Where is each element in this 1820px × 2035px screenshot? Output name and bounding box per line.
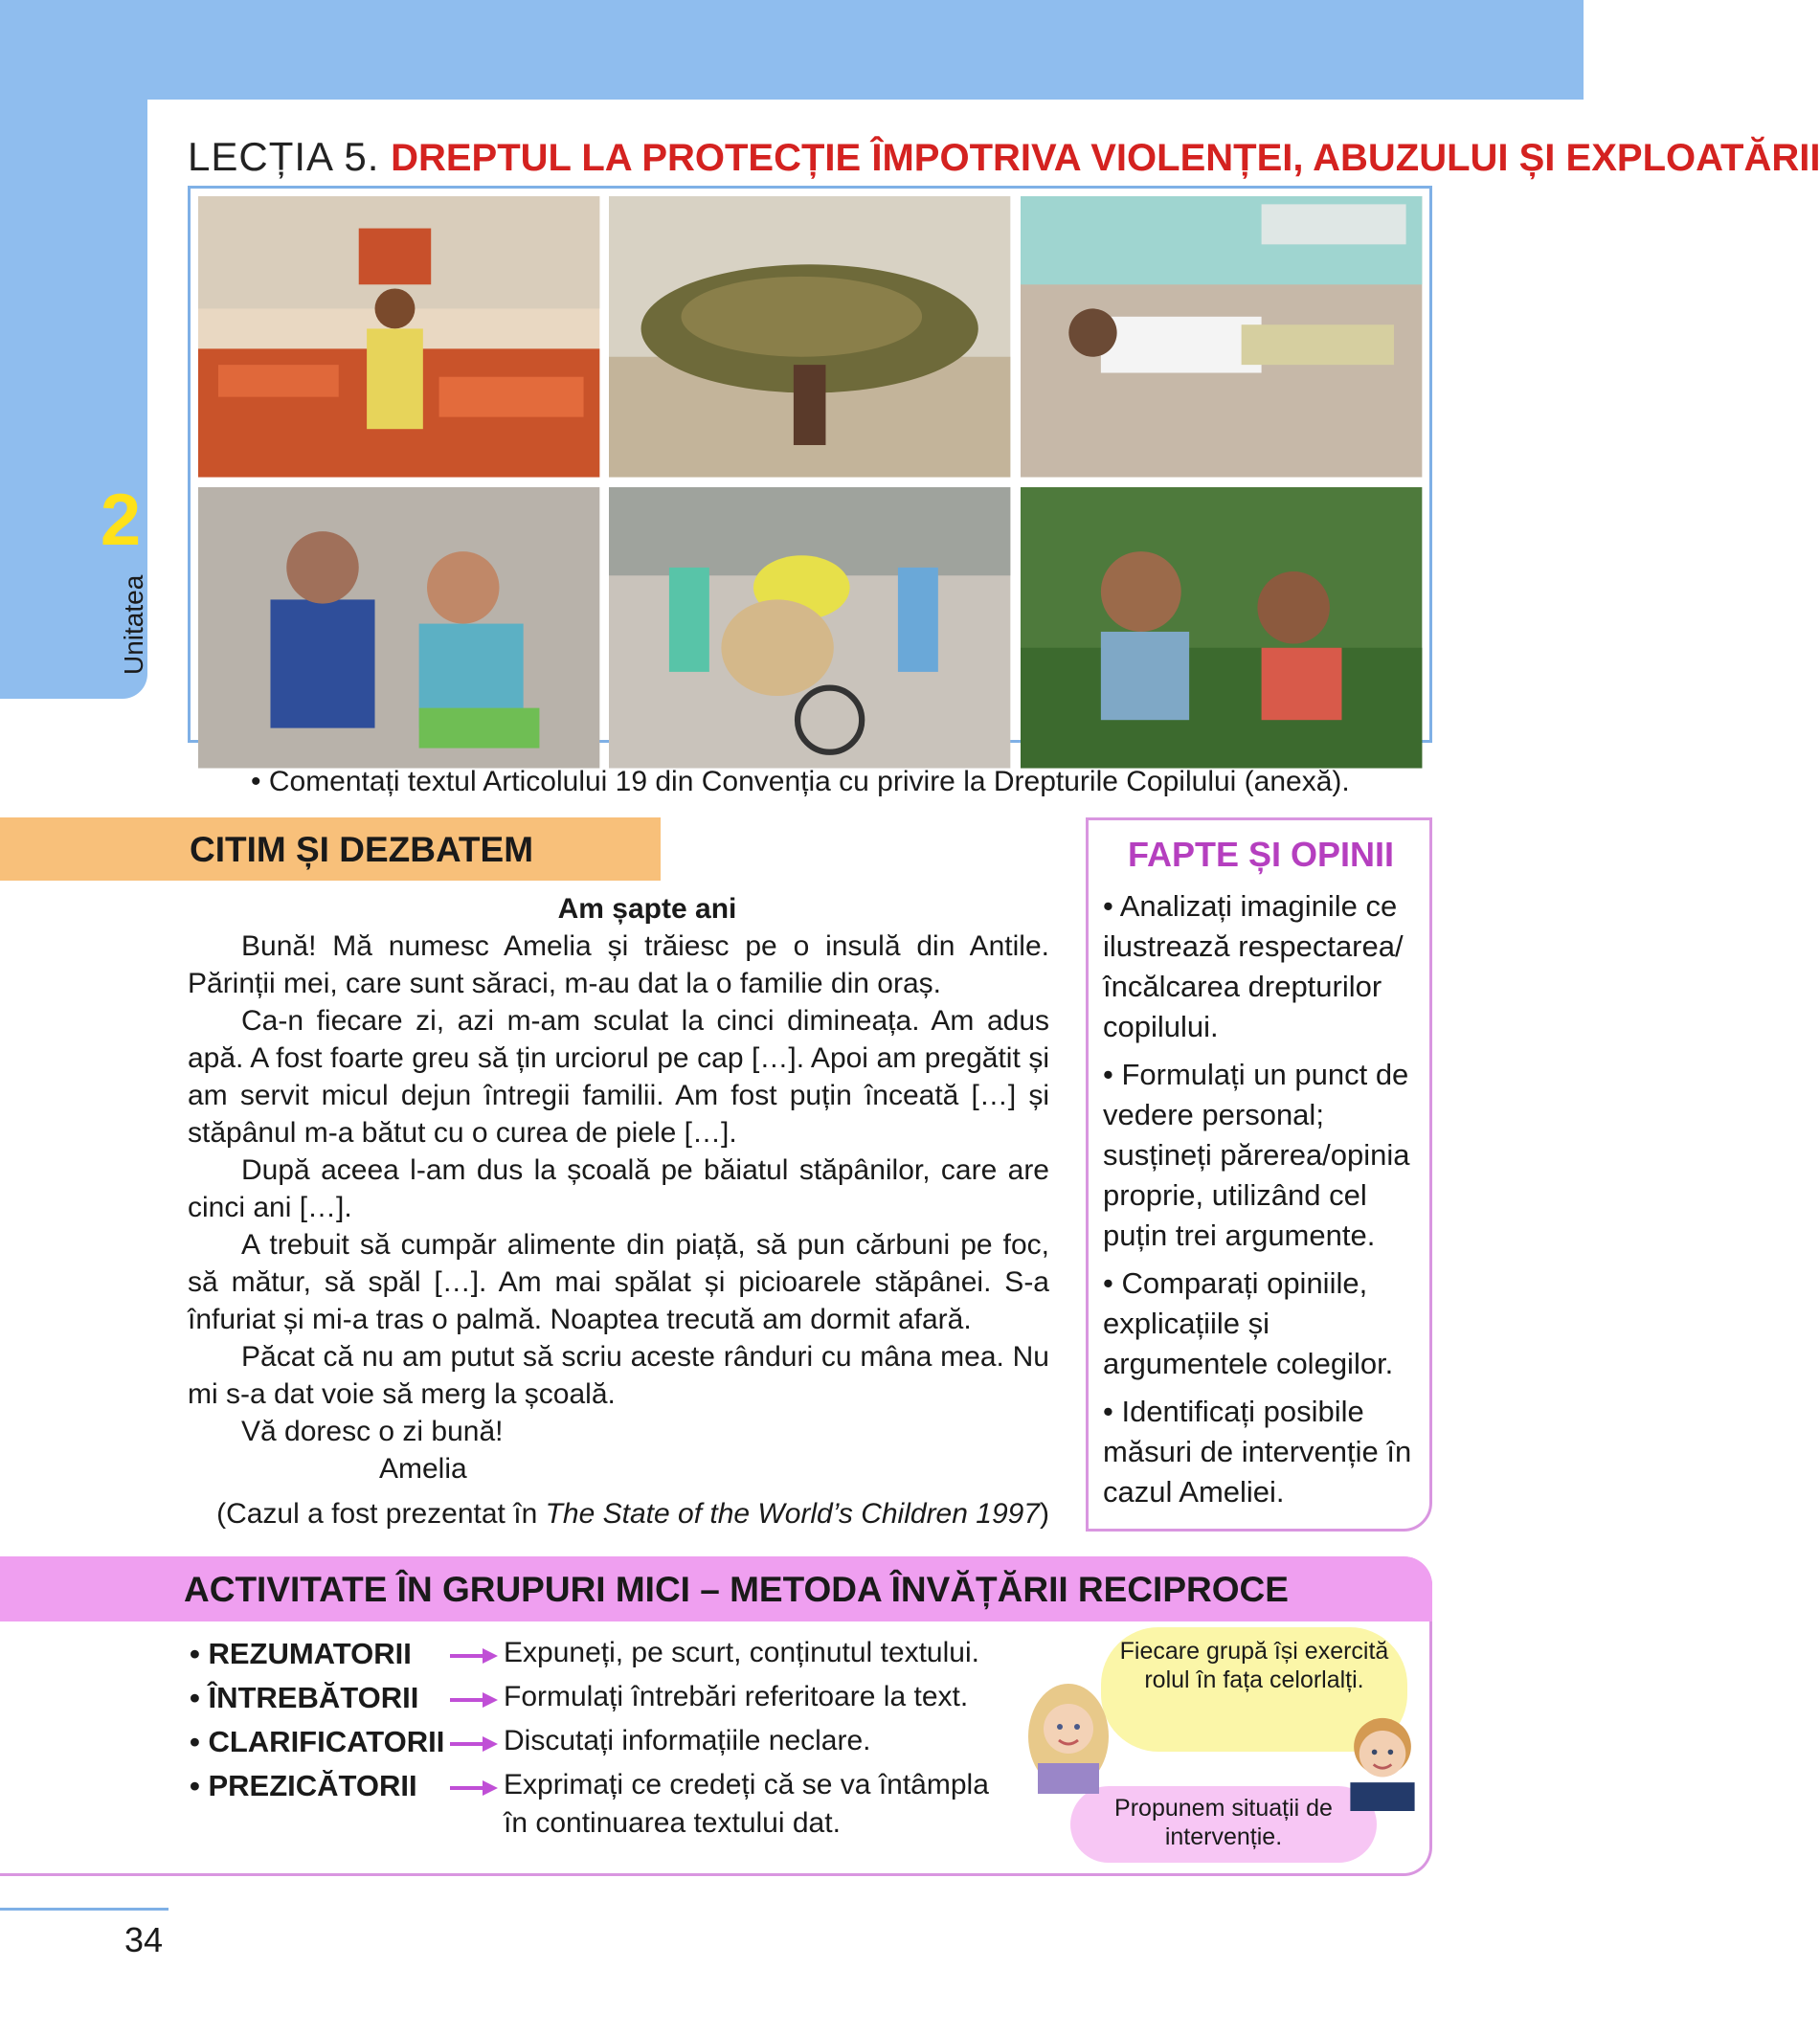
role-desc: Expuneți, pe scurt, conținutul textului. bbox=[504, 1637, 979, 1668]
role-clarificatorii: • CLARIFICATORII bbox=[190, 1725, 445, 1758]
arrow-right-icon bbox=[450, 1778, 498, 1798]
role-desc-continued: în continuarea textului dat. bbox=[504, 1807, 841, 1839]
speech-bubble-text: Fiecare grupă își exercită rolul în fața celorlalți. bbox=[1119, 1638, 1389, 1693]
fapte-item: • Formulați un punct de vedere personal; susțineți părerea/opinia proprie, utilizând cel puțin trei argumente. bbox=[1103, 1058, 1410, 1252]
fapte-item: • Identificați posibile măsuri de intervenție în cazul Ameliei. bbox=[1103, 1395, 1412, 1509]
unit-number: 2 bbox=[100, 480, 142, 561]
story-source bbox=[188, 1495, 1049, 1532]
activity-heading: ACTIVITATE ÎN GRUPURI MICI – METODA ÎNVĂȚĂRII RECIPROCE bbox=[184, 1570, 1289, 1609]
story-paragraph: După aceea l-am dus la școală pe băiatul stăpânilor, care are cinci ani […]. bbox=[188, 1154, 1049, 1223]
source-title: The State of the World’s Children 1997 bbox=[545, 1498, 1040, 1530]
arrow-right-icon bbox=[450, 1690, 498, 1710]
role-prezicatorii: • PREZICĂTORII bbox=[190, 1769, 417, 1802]
page-number: 34 bbox=[124, 1920, 164, 1959]
photo-children-cotton-field bbox=[1021, 487, 1422, 769]
unit-label: Unitatea bbox=[119, 574, 148, 675]
role-rezumatorii: • REZUMATORII bbox=[190, 1637, 412, 1670]
arrow-right-icon bbox=[450, 1646, 498, 1666]
role-intrebatorii: • ÎNTREBĂTORII bbox=[190, 1681, 419, 1714]
boy-avatar-icon bbox=[1337, 1704, 1428, 1811]
story-paragraph: Ca-n fiecare zi, azi m-am sculat la cinci dimineața. Am adus apă. A fost foarte greu să țin urciorul pe cap […]. Apoi am pregătit și am servit micul dejun întregii familii. Am fost puțin înceată […] și stăpânul m-a bătut cu o curea de piele […]. bbox=[188, 1005, 1049, 1149]
photo-sleeping-boy bbox=[1021, 196, 1422, 478]
arrow-right-icon bbox=[450, 1734, 498, 1754]
girl-avatar-icon bbox=[1021, 1679, 1116, 1794]
source-suffix: ) bbox=[1040, 1498, 1049, 1530]
top-color-band bbox=[0, 0, 1584, 100]
citim-heading: CITIM ȘI DEZBATEM bbox=[190, 830, 534, 869]
role-desc: Exprimați ce credeți că se va întâmpla bbox=[504, 1769, 989, 1800]
photo-collage bbox=[188, 186, 1432, 743]
role-desc: Discutați informațiile neclare. bbox=[504, 1725, 871, 1756]
story-closing: Vă doresc o zi bună! bbox=[241, 1416, 504, 1447]
story-title: Am șapte ani bbox=[557, 893, 737, 925]
story-paragraph: A trebuit să cumpăr alimente din piață, să pun cărbuni pe foc, să mătur, să spăl […]. Am mai spălat și picioarele stăpânei. S-a înfuriat și mi-a tras o palmă. Noaptea trecută am dormit afară. bbox=[188, 1229, 1049, 1335]
photo-two-children-sitting bbox=[198, 487, 599, 769]
role-desc: Formulați întrebări referitoare la text. bbox=[504, 1681, 969, 1712]
fapte-heading: FAPTE ȘI OPINII bbox=[1128, 835, 1395, 874]
story-paragraph: Păcat că nu am putut să scriu aceste rânduri cu mâna mea. Nu mi s-a dat voie să merg la școală. bbox=[188, 1341, 1049, 1410]
fapte-item: • Comparați opiniile, explicațiile și argumentele colegilor. bbox=[1103, 1266, 1394, 1380]
lesson-title bbox=[188, 134, 1820, 180]
photo-brick-carrying-child bbox=[198, 196, 599, 478]
photo-carrying-bundle bbox=[609, 196, 1010, 478]
lesson-main-title: DREPTUL LA PROTECȚIE ÎMPOTRIVA VIOLENȚEI, ABUZULUI ȘI EXPLOATĂRII bbox=[391, 137, 1820, 179]
fapte-item: • Analizați imaginile ce ilustrează respectarea/ încălcarea drepturilor copilului. bbox=[1103, 889, 1404, 1043]
photo-children-with-bicycle bbox=[609, 487, 1010, 769]
story-paragraph: Bună! Mă numesc Amelia și trăiesc pe o insulă din Antile. Părinții mei, care sunt săraci, m-au dat la o familie din oraș. bbox=[188, 930, 1049, 999]
instruction-comment-article: • Comentați textul Articolului 19 din Convenția cu privire la Drepturile Copilului (anexă). bbox=[251, 766, 1350, 797]
speech-bubble-text: Propunem situații de intervenție. bbox=[1114, 1795, 1333, 1850]
story-signature: Amelia bbox=[379, 1453, 467, 1485]
footer-rule bbox=[0, 1908, 169, 1911]
source-prefix: (Cazul a fost prezentat în bbox=[216, 1498, 546, 1530]
story-text bbox=[188, 890, 1049, 1532]
fapte-list bbox=[1103, 886, 1428, 1520]
lesson-prefix: LECȚIA 5. bbox=[188, 134, 380, 179]
